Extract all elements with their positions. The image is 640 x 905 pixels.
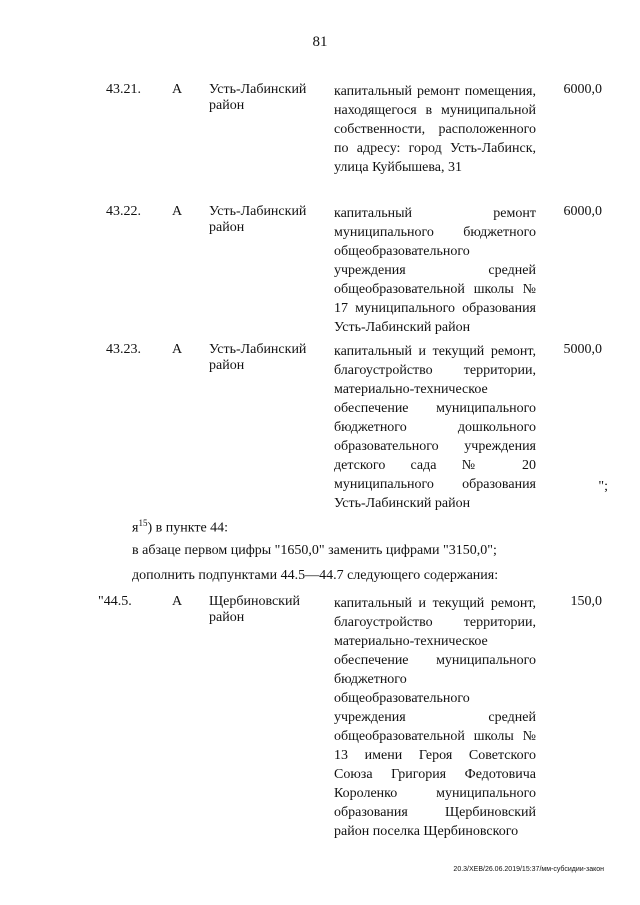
row-amount: 6000,0 xyxy=(563,82,602,97)
document-footer: 20.3/XEB/26.06.2019/15:37/мм-субсидии-закон xyxy=(453,866,604,873)
row-amount: 150,0 xyxy=(570,594,602,609)
row-description: капитальный ремонт помещения, находящегося в муниципальной собственности, расположенного по адресу: город Усть-Лабинск, улица Куйбышева, 31 xyxy=(334,84,536,175)
row-description: капитальный и текущий ремонт, благоустройство территории, материально-техническое обеспечение муниципального бюджетного дошкольного образовательного учреждения детского сада № 20 муниципального образования Усть-Лабинский район xyxy=(334,344,536,511)
row-letter: А xyxy=(172,204,183,219)
row-district: Щербиновский район xyxy=(209,594,300,625)
item-text: ) в пункте 44: xyxy=(147,520,229,536)
paragraph-replace: в абзаце первом цифры "1650,0" заменить цифрами "3150,0"; xyxy=(132,543,497,558)
row-description: капитальный и текущий ремонт, благоустройство территории, материально-техническое обеспечение муниципального бюджетного общеобразовательного учреждения средней общеобразовательной школы № 13 имени Героя Советского Союза Григория Федотовича Короленко муниципального образования Щербиновский район поселка Щербиновского xyxy=(334,596,536,839)
item-footnote-ref: 15 xyxy=(138,518,148,528)
row-district: Усть-Лабинский район xyxy=(209,204,307,235)
closing-quote: "; xyxy=(598,479,608,494)
page-number: 81 xyxy=(312,34,328,50)
row-number: 43.21. xyxy=(106,82,141,97)
paragraph-add: дополнить подпунктами 44.5—44.7 следующего содержания: xyxy=(132,568,499,583)
row-district: Усть-Лабинский район xyxy=(209,82,307,113)
row-letter: А xyxy=(172,342,183,357)
row-description: капитальный ремонт муниципального бюджетного общеобразовательного учреждения средней общеобразовательной школы № 17 муниципального образования Усть-Лабинский район xyxy=(334,206,536,335)
row-number: "44.5. xyxy=(98,594,132,609)
row-amount: 5000,0 xyxy=(563,342,602,357)
row-letter: А xyxy=(172,82,183,97)
row-amount: 6000,0 xyxy=(563,204,602,219)
row-number: 43.22. xyxy=(106,204,141,219)
row-letter: А xyxy=(172,594,183,609)
item-letter: я xyxy=(132,520,139,536)
paragraph-item xyxy=(132,518,228,537)
row-district: Усть-Лабинский район xyxy=(209,342,307,373)
row-number: 43.23. xyxy=(106,342,141,357)
